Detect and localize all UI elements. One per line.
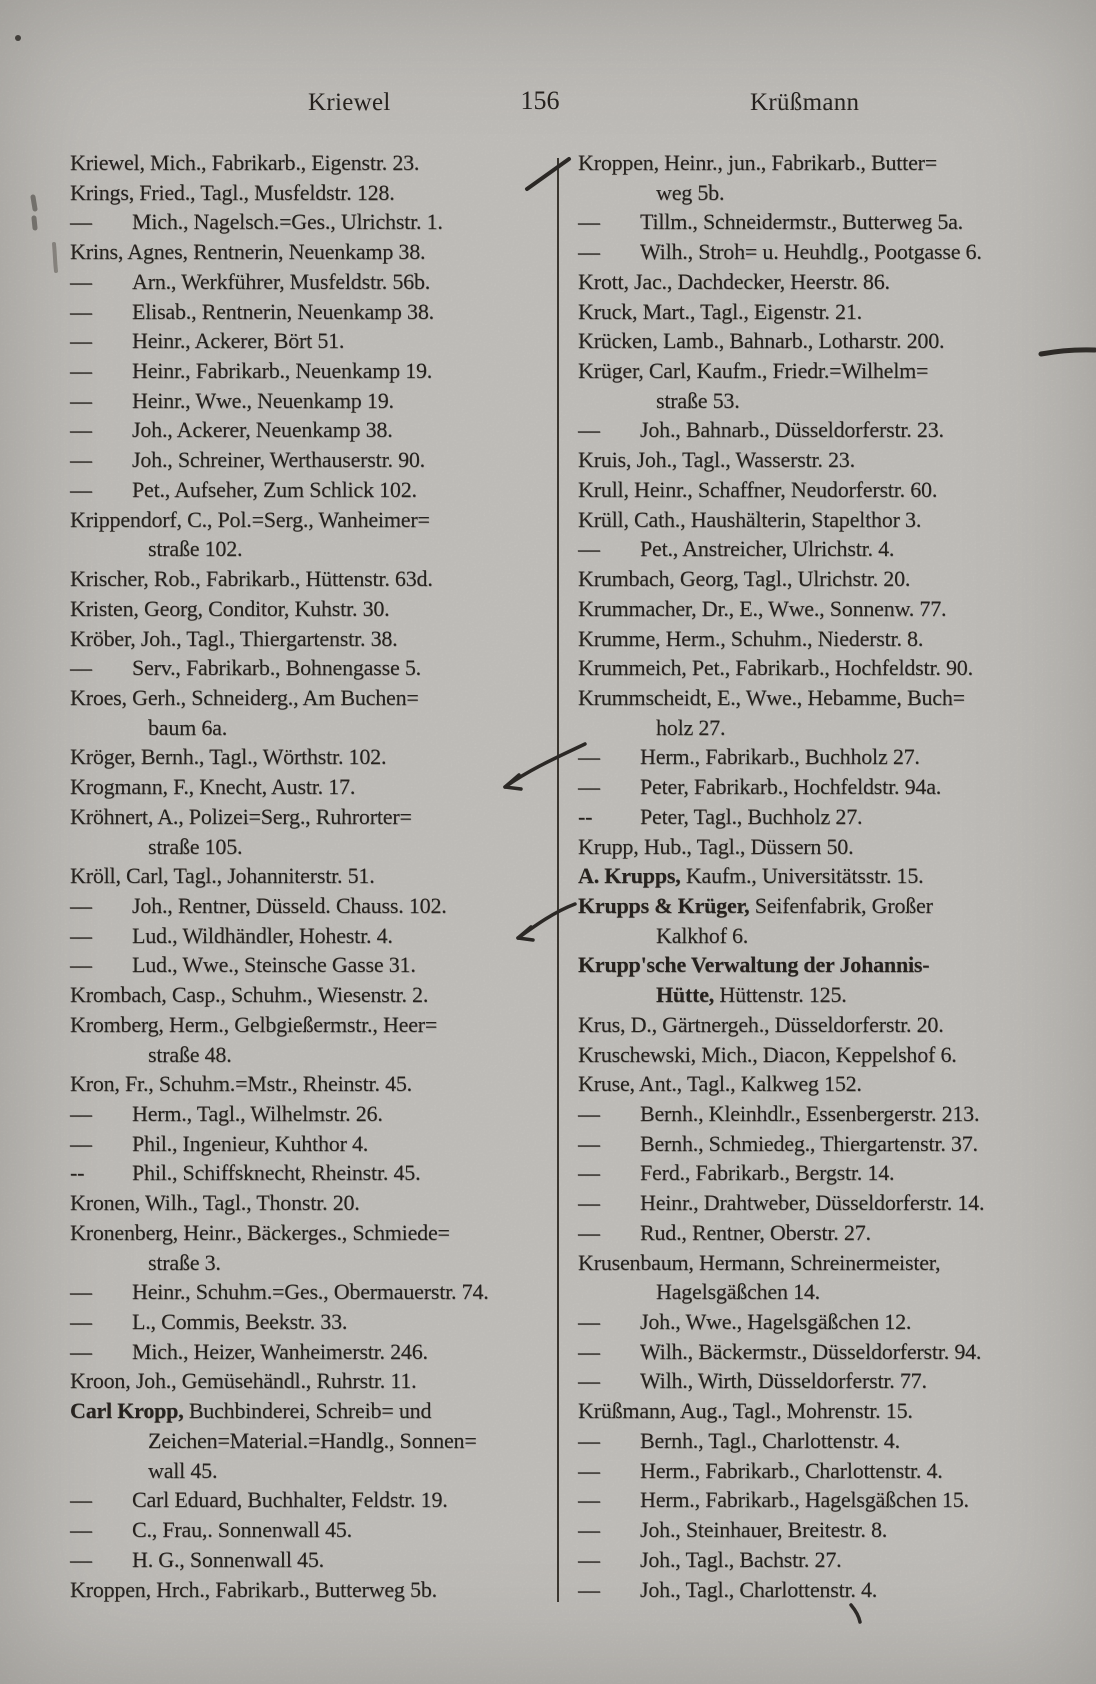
entry-text: Krumbach, Georg, Tagl., Ulrichstr. 20. <box>578 566 911 592</box>
directory-entry-line <box>578 950 1048 980</box>
directory-entry-line <box>578 1069 1048 1099</box>
entry-text: Pet., Aufseher, Zum Schlick 102. <box>132 476 417 502</box>
entry-text: Krogmann, F., Knecht, Austr. 17. <box>70 774 356 800</box>
directory-entry-line <box>578 415 1048 445</box>
ditto-dash: — <box>70 268 92 294</box>
directory-entry-line <box>70 564 522 594</box>
entry-text: Krippendorf, C., Pol.=Serg., Wanheimer= <box>70 506 430 532</box>
faint-stroke-left-margin <box>54 244 56 271</box>
directory-entry-line <box>578 386 1048 416</box>
entry-text: Herm., Tagl., Wilhelmstr. 26. <box>132 1101 383 1126</box>
directory-entry-line <box>578 1456 1048 1486</box>
entry-text: Krummeich, Pet., Fabrikarb., Hochfeldstr. 90. <box>578 655 973 681</box>
entry-text: Hüttenstr. 125. <box>714 982 847 1008</box>
directory-entry-line <box>70 1158 522 1188</box>
entry-text: Kruse, Ant., Tagl., Kalkweg 152. <box>578 1071 862 1097</box>
entry-text: Peter, Tagl., Buchholz 27. <box>640 803 863 829</box>
entry-text: Mich., Heizer, Wanheimerstr. 246. <box>132 1338 428 1364</box>
entry-text: Joh., Schreiner, Werthauserstr. 90. <box>132 447 425 473</box>
directory-entry-line <box>70 1129 522 1159</box>
ditto-dash: — <box>578 1338 600 1364</box>
pen-stroke-bottom <box>851 1605 860 1622</box>
directory-entry-line <box>70 207 522 237</box>
entry-text: Krischer, Rob., Fabrikarb., Hüttenstr. 63d. <box>70 566 433 592</box>
directory-entry-line <box>578 505 1048 535</box>
entry-text: Heinr., Drahtweber, Düsseldorferstr. 14. <box>640 1190 985 1216</box>
entry-text: Zeichen=Material.=Handlg., Sonnen= <box>148 1427 477 1453</box>
ditto-dash: — <box>70 209 92 235</box>
directory-entry-line <box>578 1010 1048 1040</box>
directory-entry-line <box>578 207 1048 237</box>
directory-entry-line <box>70 594 522 624</box>
directory-column-left <box>70 148 522 1604</box>
ditto-dash: — <box>70 417 92 443</box>
entry-text: Elisab., Rentnerin, Neuenkamp 38. <box>132 298 434 324</box>
entry-text: Kristen, Georg, Conditor, Kuhstr. 30. <box>70 595 390 621</box>
entry-text: straße 105. <box>148 833 243 859</box>
entry-text: Joh., Tagl., Bachstr. 27. <box>640 1546 842 1572</box>
ditto-dash: — <box>578 536 600 562</box>
directory-entry-line <box>578 237 1048 267</box>
directory-entry-line <box>70 921 522 951</box>
directory-entry-line <box>578 861 1048 891</box>
directory-entry-line <box>578 326 1048 356</box>
directory-entry-line <box>70 1069 522 1099</box>
header-keyword-right: Krüßmann <box>750 89 860 116</box>
entry-text: Krumme, Herm., Schuhm., Niederstr. 8. <box>578 625 924 651</box>
ditto-dash: — <box>578 1457 600 1483</box>
entry-text: Kruis, Joh., Tagl., Wasserstr. 23. <box>578 447 855 473</box>
entry-text: Bernh., Kleinhdlr., Essenbergerstr. 213. <box>640 1101 980 1126</box>
directory-entry-line <box>70 683 522 713</box>
entry-text: Krupp, Hub., Tagl., Düssern 50. <box>578 833 854 859</box>
directory-entry-line <box>70 713 522 743</box>
ditto-dash: — <box>70 952 92 978</box>
entry-text: Krücken, Lamb., Bahnarb., Lotharstr. 200. <box>578 328 945 354</box>
ditto-dash: — <box>578 1219 600 1245</box>
ditto-dash: — <box>70 1487 92 1513</box>
directory-entry-line <box>70 326 522 356</box>
directory-entry-line <box>578 1218 1048 1248</box>
directory-entry-line <box>70 1040 522 1070</box>
directory-entry-line <box>578 921 1048 951</box>
directory-entry-line <box>70 1218 522 1248</box>
directory-entry-line <box>70 980 522 1010</box>
entry-text: straße 53. <box>656 387 740 413</box>
ditto-dash: — <box>70 1279 92 1305</box>
entry-text: Mich., Nagelsch.=Ges., Ulrichstr. 1. <box>132 209 443 235</box>
directory-entry-line <box>578 1396 1048 1426</box>
ditto-dash: — <box>70 655 92 681</box>
entry-headword-bold: A. Krupps, <box>578 863 681 889</box>
directory-entry-line <box>70 1366 522 1396</box>
directory-entry-line <box>70 861 522 891</box>
entry-text: H. G., Sonnenwall 45. <box>132 1546 324 1572</box>
ditto-dash: — <box>70 358 92 384</box>
entry-text: Joh., Steinhauer, Breitestr. 8. <box>640 1517 888 1543</box>
entry-text: Seifenfabrik, Großer <box>749 892 933 918</box>
entry-text: Heinr., Ackerer, Bört 51. <box>132 328 345 354</box>
entry-text: Bernh., Tagl., Charlottenstr. 4. <box>640 1427 900 1453</box>
entry-text: Kronen, Wilh., Tagl., Thonstr. 20. <box>70 1190 360 1216</box>
ditto-dash: — <box>578 209 600 235</box>
pen-arrow-2-shaft <box>518 904 575 938</box>
ditto-dash: — <box>70 1130 92 1156</box>
entry-text: Herm., Fabrikarb., Hagelsgäßchen 15. <box>640 1487 969 1513</box>
entry-text: Buchbinderei, Schreib= und <box>183 1398 432 1424</box>
directory-entry-line <box>70 1575 522 1605</box>
directory-entry-line <box>70 1188 522 1218</box>
directory-entry-line <box>578 564 1048 594</box>
directory-entry-line <box>578 980 1048 1010</box>
entry-headword-bold: Krupps & Krüger, <box>578 892 750 918</box>
entry-text: Kroon, Joh., Gemüsehändl., Ruhrstr. 11. <box>70 1368 417 1394</box>
directory-entry-line <box>578 1545 1048 1575</box>
ditto-dash: — <box>70 892 92 918</box>
entry-text: Kalkhof 6. <box>656 922 749 948</box>
entry-text: Kaufm., Universitätsstr. 15. <box>680 863 924 889</box>
directory-entry-line <box>70 1010 522 1040</box>
ink-speck-top-left <box>15 35 21 41</box>
directory-entry-line <box>70 1545 522 1575</box>
directory-entry-line <box>70 475 522 505</box>
ditto-dash: — <box>578 1517 600 1543</box>
directory-entry-line <box>70 1248 522 1278</box>
ditto-dash: — <box>578 1427 600 1453</box>
entry-text: Krüll, Cath., Haushälterin, Stapelthor 3. <box>578 506 922 532</box>
directory-entry-line <box>70 534 522 564</box>
ditto-dash: — <box>578 1130 600 1156</box>
entry-text: Serv., Fabrikarb., Bohnengasse 5. <box>132 655 421 681</box>
directory-entry-line <box>70 653 522 683</box>
ditto-dash: -- <box>70 1160 85 1186</box>
entry-text: Herm., Fabrikarb., Charlottenstr. 4. <box>640 1457 943 1483</box>
directory-entry-line <box>70 1426 522 1456</box>
header-keyword-left: Kriewel <box>308 89 391 116</box>
directory-entry-line <box>578 1426 1048 1456</box>
entry-text: weg 5b. <box>656 179 725 205</box>
directory-entry-line <box>578 683 1048 713</box>
entry-text: Wilh., Bäckermstr., Düsseldorferstr. 94. <box>640 1338 982 1364</box>
ditto-dash: -- <box>578 803 593 829</box>
entry-text: Herm., Fabrikarb., Buchholz 27. <box>640 744 920 770</box>
directory-entry-line <box>578 1366 1048 1396</box>
ditto-dash: — <box>578 744 600 770</box>
ditto-dash: — <box>578 1546 600 1572</box>
directory-entry-line <box>578 1337 1048 1367</box>
entry-text: Krüßmann, Aug., Tagl., Mohrenstr. 15. <box>578 1398 913 1424</box>
entry-text: Kröhnert, A., Polizei=Serg., Ruhrorter= <box>70 803 412 829</box>
ditto-dash: — <box>578 417 600 443</box>
entry-text: Joh., Wwe., Hagelsgäßchen 12. <box>640 1309 912 1335</box>
scan-edge-speck <box>33 197 35 228</box>
entry-text: Kronenberg, Heinr., Bäckerges., Schmiede= <box>70 1219 450 1245</box>
entry-text: Kröber, Joh., Tagl., Thiergartenstr. 38. <box>70 625 398 651</box>
pen-slash-top <box>527 159 569 189</box>
directory-entry-line <box>578 1277 1048 1307</box>
entry-text: Phil., Schiffsknecht, Rheinstr. 45. <box>132 1160 421 1186</box>
entry-text: Heinr., Wwe., Neuenkamp 19. <box>132 387 394 413</box>
directory-entry-line <box>578 802 1048 832</box>
directory-entry-line <box>70 772 522 802</box>
entry-text: Krings, Fried., Tagl., Musfeldstr. 128. <box>70 179 395 205</box>
directory-entry-line <box>70 950 522 980</box>
entry-text: Heinr., Fabrikarb., Neuenkamp 19. <box>132 358 433 384</box>
ditto-dash: — <box>70 1546 92 1572</box>
entry-headword-bold: Krupp'sche Verwaltung der Johannis- <box>578 952 930 978</box>
directory-entry-line <box>70 297 522 327</box>
ditto-dash: — <box>70 1517 92 1543</box>
entry-text: Kriewel, Mich., Fabrikarb., Eigenstr. 23. <box>70 150 420 175</box>
ditto-dash: — <box>578 774 600 800</box>
directory-entry-line <box>578 1248 1048 1278</box>
ditto-dash: — <box>578 1160 600 1186</box>
directory-entry-line <box>70 148 522 178</box>
directory-entry-line <box>578 832 1048 862</box>
entry-text: Kromberg, Herm., Gelbgießermstr., Heer= <box>70 1011 438 1037</box>
directory-entry-line <box>578 891 1048 921</box>
entry-text: Wilh., Stroh= u. Heuhdlg., Pootgasse 6. <box>640 239 982 265</box>
directory-entry-line <box>578 772 1048 802</box>
ditto-dash: — <box>578 1368 600 1394</box>
directory-entry-line <box>578 297 1048 327</box>
entry-text: Pet., Anstreicher, Ulrichstr. 4. <box>640 536 895 562</box>
ditto-dash: — <box>578 1309 600 1335</box>
entry-text: Arn., Werkführer, Musfeldstr. 56b. <box>132 268 431 294</box>
ditto-dash: — <box>578 239 600 265</box>
entry-text: Joh., Rentner, Düsseld. Chauss. 102. <box>132 892 447 918</box>
entry-headword-bold: Hütte, <box>656 982 715 1008</box>
ditto-dash: — <box>578 1190 600 1216</box>
directory-entry-line <box>70 1307 522 1337</box>
directory-entry-line <box>578 1515 1048 1545</box>
directory-entry-line <box>578 1158 1048 1188</box>
directory-entry-line <box>70 1337 522 1367</box>
entry-text: Kröger, Bernh., Tagl., Wörthstr. 102. <box>70 744 387 770</box>
directory-entry-line <box>70 1456 522 1486</box>
directory-column-right <box>578 148 1048 1604</box>
directory-entry-line <box>578 713 1048 743</box>
directory-entry-line <box>70 178 522 208</box>
directory-entry-line <box>578 356 1048 386</box>
directory-entry-line <box>70 415 522 445</box>
entry-text: Krusenbaum, Hermann, Schreinermeister, <box>578 1249 941 1275</box>
entry-text: wall 45. <box>148 1457 218 1483</box>
entry-text: Joh., Ackerer, Neuenkamp 38. <box>132 417 393 443</box>
directory-entry-line <box>70 1515 522 1545</box>
entry-text: Heinr., Schuhm.=Ges., Obermauerstr. 74. <box>132 1279 489 1305</box>
directory-entry-line <box>70 802 522 832</box>
entry-text: Hagelsgäßchen 14. <box>656 1279 820 1305</box>
entry-text: Kroppen, Hrch., Fabrikarb., Butterweg 5b. <box>70 1576 437 1602</box>
directory-entry-line <box>70 505 522 535</box>
directory-entry-line <box>70 356 522 386</box>
directory-entry-line <box>578 742 1048 772</box>
entry-text: straße 102. <box>148 536 243 562</box>
entry-text: Bernh., Schmiedeg., Thiergartenstr. 37. <box>640 1130 978 1156</box>
entry-text: Kröll, Carl, Tagl., Johanniterstr. 51. <box>70 863 375 889</box>
entry-text: Kruck, Mart., Tagl., Eigenstr. 21. <box>578 298 862 324</box>
ditto-dash: — <box>70 1309 92 1335</box>
directory-entry-line <box>578 1485 1048 1515</box>
entry-text: Krummscheidt, E., Wwe., Hebamme, Buch= <box>578 684 965 710</box>
directory-entry-line <box>578 1307 1048 1337</box>
entry-text: holz 27. <box>656 714 726 740</box>
directory-entry-line <box>70 1396 522 1426</box>
entry-text: Krombach, Casp., Schuhm., Wiesenstr. 2. <box>70 982 429 1008</box>
directory-entry-line <box>70 624 522 654</box>
entry-text: Wilh., Wirth, Düsseldorferstr. 77. <box>640 1368 927 1394</box>
ditto-dash: — <box>70 447 92 473</box>
entry-text: Krus, D., Gärtnergeh., Düsseldorferstr. 20. <box>578 1011 944 1037</box>
pen-dash-right-margin <box>1041 350 1095 354</box>
directory-entry-line <box>70 1485 522 1515</box>
ditto-dash: — <box>70 1338 92 1364</box>
directory-entry-line <box>578 1099 1048 1129</box>
directory-entry-line <box>578 1040 1048 1070</box>
directory-entry-line <box>70 386 522 416</box>
directory-entry-line <box>70 267 522 297</box>
directory-entry-line <box>578 1188 1048 1218</box>
directory-entry-line <box>578 1575 1048 1605</box>
ditto-dash: — <box>70 328 92 354</box>
directory-entry-line <box>578 594 1048 624</box>
entry-text: Kroppen, Heinr., jun., Fabrikarb., Butter= <box>578 150 937 175</box>
directory-entry-line <box>70 237 522 267</box>
ditto-dash: — <box>578 1576 600 1602</box>
entry-text: L., Commis, Beekstr. 33. <box>132 1309 348 1335</box>
directory-entry-line <box>70 891 522 921</box>
entry-text: straße 48. <box>148 1041 232 1067</box>
directory-entry-line <box>70 742 522 772</box>
directory-entry-line <box>578 445 1048 475</box>
directory-entry-line <box>578 653 1048 683</box>
ditto-dash: — <box>70 476 92 502</box>
directory-entry-line <box>578 148 1048 178</box>
entry-text: Krummacher, Dr., E., Wwe., Sonnenw. 77. <box>578 595 947 621</box>
entry-text: Lud., Wwe., Steinsche Gasse 31. <box>132 952 416 978</box>
ditto-dash: — <box>70 298 92 324</box>
entry-text: Rud., Rentner, Oberstr. 27. <box>640 1219 871 1245</box>
entry-text: straße 3. <box>148 1249 221 1275</box>
ditto-dash: — <box>70 387 92 413</box>
entry-text: Krull, Heinr., Schaffner, Neudorferstr. 60. <box>578 476 938 502</box>
directory-entry-line <box>70 445 522 475</box>
entry-text: Joh., Bahnarb., Düsseldorferstr. 23. <box>640 417 944 443</box>
entry-text: Phil., Ingenieur, Kuhthor 4. <box>132 1130 369 1156</box>
entry-text: Krüger, Carl, Kaufm., Friedr.=Wilhelm= <box>578 358 929 384</box>
ditto-dash: — <box>578 1101 600 1126</box>
entry-text: Carl Eduard, Buchhalter, Feldstr. 19. <box>132 1487 448 1513</box>
entry-headword-bold: Carl Kropp, <box>70 1398 184 1424</box>
entry-text: Krins, Agnes, Rentnerin, Neuenkamp 38. <box>70 239 426 265</box>
column-divider-rule <box>557 158 559 1602</box>
directory-entry-line <box>578 475 1048 505</box>
entry-text: C., Frau,. Sonnenwall 45. <box>132 1517 352 1543</box>
entry-text: Lud., Wildhändler, Hohestr. 4. <box>132 922 393 948</box>
entry-text: Kruschewski, Mich., Diacon, Keppelshof 6. <box>578 1041 957 1067</box>
entry-text: Krott, Jac., Dachdecker, Heerstr. 86. <box>578 268 890 294</box>
entry-text: Kron, Fr., Schuhm.=Mstr., Rheinstr. 45. <box>70 1071 412 1097</box>
directory-entry-line <box>70 832 522 862</box>
header-page-number: 156 <box>520 86 560 115</box>
directory-entry-line <box>578 267 1048 297</box>
ditto-dash: — <box>578 1487 600 1513</box>
directory-entry-line <box>578 178 1048 208</box>
ditto-dash: — <box>70 922 92 948</box>
directory-entry-line <box>578 534 1048 564</box>
entry-text: Ferd., Fabrikarb., Bergstr. 14. <box>640 1160 895 1186</box>
directory-entry-line <box>70 1099 522 1129</box>
entry-text: Peter, Fabrikarb., Hochfeldstr. 94a. <box>640 774 942 800</box>
entry-text: Kroes, Gerh., Schneiderg., Am Buchen= <box>70 684 419 710</box>
ditto-dash: — <box>70 1101 92 1126</box>
entry-text: baum 6a. <box>148 714 228 740</box>
directory-entry-line <box>70 1277 522 1307</box>
directory-entry-line <box>578 1129 1048 1159</box>
entry-text: Joh., Tagl., Charlottenstr. 4. <box>640 1576 878 1602</box>
entry-text: Tillm., Schneidermstr., Butterweg 5a. <box>640 209 963 235</box>
directory-entry-line <box>578 624 1048 654</box>
